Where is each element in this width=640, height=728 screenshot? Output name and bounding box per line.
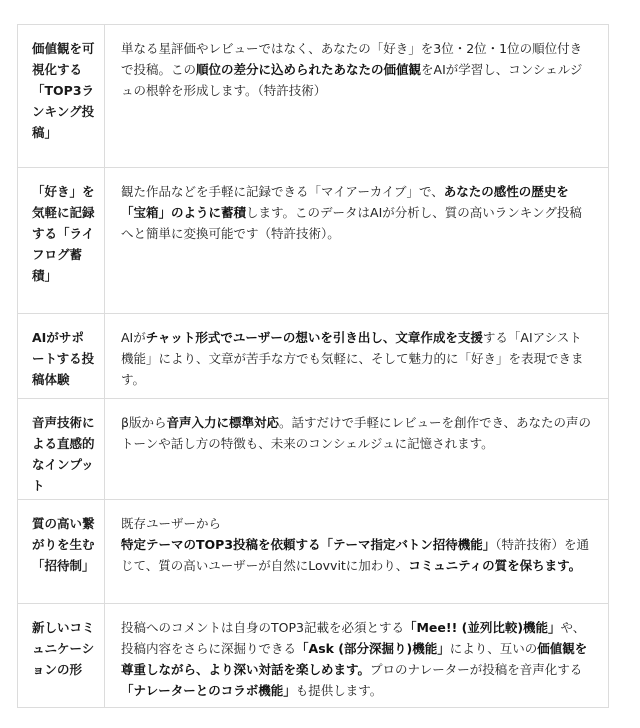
feature-row [18, 399, 609, 500]
description-text: も提供します。 [295, 683, 383, 698]
feature-description [105, 399, 609, 500]
feature-row [18, 314, 609, 399]
description-text: プロのナレーターが投稿を音声化する [370, 662, 583, 677]
feature-name: 質の高い繋がりを生む「招待制」 [18, 500, 105, 604]
feature-name: 価値観を可視化する「TOP3ランキング投稿」 [18, 25, 105, 168]
description-text: する「AIアシスト機能」により、文章が苦手な方でも気軽に、そして魅力的に「好き」を表現できます。 [121, 330, 584, 387]
description-text: 投稿へのコメントは自身のTOP3記載を必須とする [121, 620, 404, 635]
feature-row [18, 604, 609, 708]
description-text: 。話すだけで手軽にレビューを創作でき、あなたの声のトーンや話し方の特徴も、未来のコンシェルジュに記憶されます。 [121, 415, 592, 451]
feature-row [18, 500, 609, 604]
description-text: します。このデータはAIが分析し、質の高いランキング投稿へと簡単に変換可能です（特許技術）。 [121, 205, 582, 241]
feature-table [17, 24, 609, 708]
description-text: β版から [121, 415, 167, 430]
feature-description [105, 604, 609, 708]
feature-description [105, 25, 609, 168]
description-emphasis: 音声入力に標準対応 [166, 415, 279, 430]
feature-description [105, 168, 609, 314]
description-text: AIが [121, 330, 146, 345]
description-text: や、投稿内容をさらに深掘りできる [121, 620, 586, 656]
description-text: 既存ユーザーから [121, 516, 222, 531]
description-emphasis: チャット形式でユーザーの想いを引き出し、文章作成を支援 [145, 330, 483, 345]
description-text: をAIが学習し、コンシェルジュの根幹を形成します。（特許技術） [121, 62, 583, 98]
description-text: により、互いの [449, 641, 538, 656]
description-emphasis: 「Ask (部分深掘り)機能」 [296, 641, 450, 656]
description-emphasis: 「ナレーターとのコラボ機能」 [121, 683, 296, 698]
feature-name: 新しいコミュニケーションの形 [18, 604, 105, 708]
description-text: 単なる星評価やレビューではなく、あなたの「好き」を3位・2位・1位の順位付きで投稿。この [121, 41, 583, 77]
feature-name: 「好き」を気軽に記録する「ライフログ蓄積」 [18, 168, 105, 314]
description-emphasis: あなたの感性の歴史を「宝箱」のように蓄積 [121, 184, 569, 220]
description-emphasis: 価値観を尊重しながら、より深い対話を楽しめます。 [121, 641, 588, 677]
description-emphasis: コミュニティの質を保ちます。 [408, 558, 582, 573]
description-text: 観た作品などを手軽に記録できる「マイアーカイブ」で、 [121, 184, 444, 199]
feature-name: 音声技術による直感的なインプット [18, 399, 105, 500]
feature-row [18, 25, 609, 168]
feature-description [105, 500, 609, 604]
description-emphasis: 順位の差分に込められたあなたの価値観 [196, 62, 422, 77]
description-text: （特許技術）を通じて、質の高いユーザーが自然にLovvitに加わり、 [121, 537, 590, 573]
feature-row [18, 168, 609, 314]
feature-name: AIがサポートする投稿体験 [18, 314, 105, 399]
description-emphasis: 「Mee!! (並列比較)機能」 [403, 620, 561, 635]
description-emphasis: 特定テーマのTOP3投稿を依頼する「テーマ指定バトン招待機能」 [121, 537, 496, 552]
feature-description [105, 314, 609, 399]
